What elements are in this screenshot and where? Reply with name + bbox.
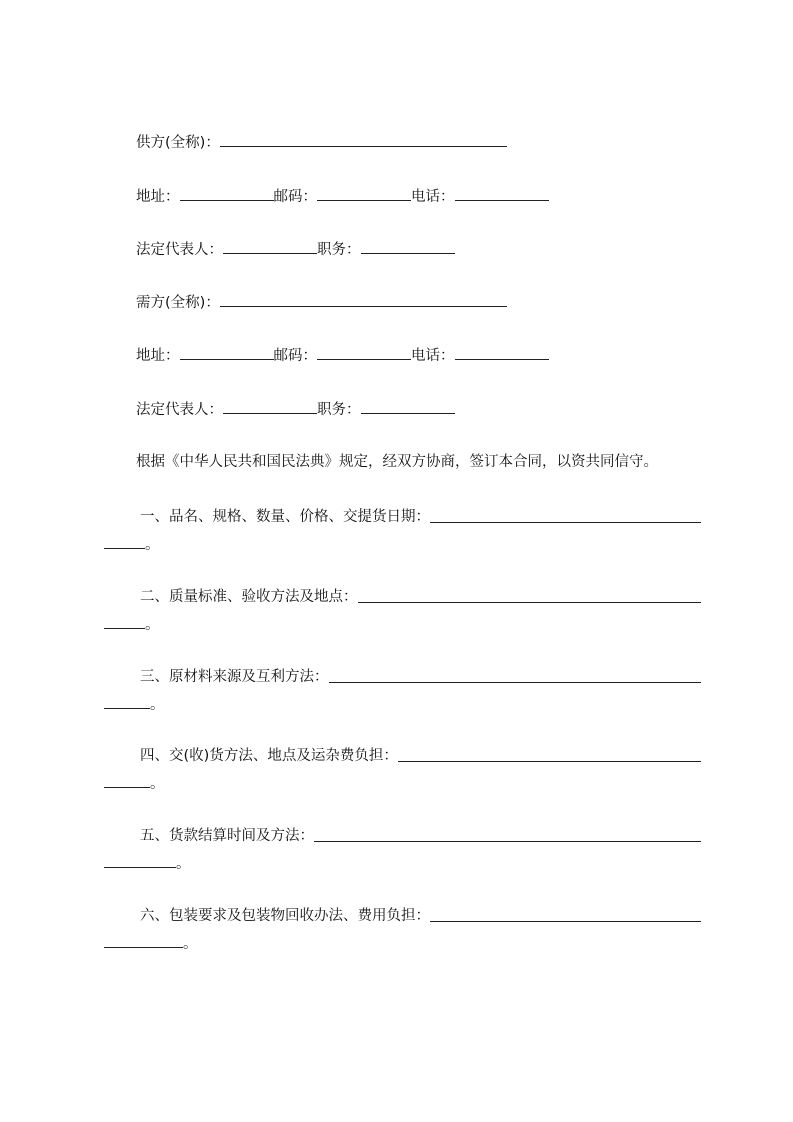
buyer-name-label: 需方(全称)： bbox=[136, 295, 220, 311]
supplier-position-blank[interactable] bbox=[361, 238, 455, 254]
clause-6-blank-cont[interactable] bbox=[104, 932, 183, 948]
clause-5-end: 。 bbox=[176, 856, 191, 872]
clause-5-blank-cont[interactable] bbox=[104, 852, 176, 868]
clause-1-end: 。 bbox=[145, 537, 160, 553]
clause-4-text: 四、交(收)货方法、地点及运杂费负担： bbox=[140, 748, 398, 764]
buyer-address-blank[interactable] bbox=[180, 344, 274, 360]
supplier-name-line bbox=[136, 131, 507, 151]
clause-4-blank-cont[interactable] bbox=[104, 772, 150, 788]
clause-1-blank-cont[interactable] bbox=[104, 533, 145, 549]
clause-6-blank[interactable] bbox=[430, 906, 701, 922]
preamble: 根据《中华人民共和国民法典》规定，经双方协商，签订本合同，以资共同信守。 bbox=[136, 454, 658, 470]
buyer-name-line bbox=[136, 291, 507, 311]
clause-5-text: 五、货款结算时间及方法： bbox=[140, 828, 314, 844]
clause-6-text: 六、包装要求及包装物回收办法、费用负担： bbox=[140, 908, 430, 924]
supplier-rep-blank[interactable] bbox=[223, 238, 317, 254]
buyer-postcode-label: 邮码： bbox=[273, 348, 317, 364]
supplier-phone-label: 电话： bbox=[411, 189, 455, 205]
buyer-contact-line bbox=[136, 344, 549, 364]
buyer-rep-label: 法定代表人： bbox=[136, 402, 223, 418]
buyer-position-label: 职务： bbox=[317, 402, 361, 418]
supplier-postcode-blank[interactable] bbox=[317, 185, 411, 201]
clause-4-end: 。 bbox=[150, 776, 165, 792]
supplier-postcode-label: 邮码： bbox=[273, 189, 317, 205]
clause-1-blank[interactable] bbox=[430, 507, 701, 523]
buyer-address-label: 地址： bbox=[136, 348, 180, 364]
clause-4-blank[interactable] bbox=[398, 746, 701, 762]
buyer-rep-blank[interactable] bbox=[223, 398, 317, 414]
supplier-contact-line bbox=[136, 185, 549, 205]
clause-2-end: 。 bbox=[145, 617, 160, 633]
clause-5-blank[interactable] bbox=[314, 826, 701, 842]
supplier-phone-blank[interactable] bbox=[455, 185, 549, 201]
clause-6-end: 。 bbox=[183, 936, 198, 952]
clause-3-blank[interactable] bbox=[329, 667, 702, 683]
supplier-name-blank[interactable] bbox=[220, 131, 507, 147]
buyer-rep-line bbox=[136, 398, 455, 418]
clause-2-blank-cont[interactable] bbox=[104, 613, 145, 629]
clause-3-blank-cont[interactable] bbox=[104, 693, 150, 709]
clause-1-text: 一、品名、规格、数量、价格、交提货日期： bbox=[140, 509, 430, 525]
supplier-address-label: 地址： bbox=[136, 189, 180, 205]
buyer-phone-label: 电话： bbox=[411, 348, 455, 364]
supplier-rep-label: 法定代表人： bbox=[136, 242, 223, 258]
clause-2-blank[interactable] bbox=[358, 587, 702, 603]
clause-3-end: 。 bbox=[150, 697, 165, 713]
supplier-name-label: 供方(全称)： bbox=[136, 135, 220, 151]
buyer-name-blank[interactable] bbox=[220, 291, 507, 307]
clause-3-text: 三、原材料来源及互利方法： bbox=[140, 669, 329, 685]
buyer-postcode-blank[interactable] bbox=[317, 344, 411, 360]
clause-2-text: 二、质量标准、验收方法及地点： bbox=[140, 589, 358, 605]
supplier-address-blank[interactable] bbox=[180, 185, 274, 201]
supplier-rep-line bbox=[136, 238, 455, 258]
buyer-position-blank[interactable] bbox=[361, 398, 455, 414]
buyer-phone-blank[interactable] bbox=[455, 344, 549, 360]
supplier-position-label: 职务： bbox=[317, 242, 361, 258]
